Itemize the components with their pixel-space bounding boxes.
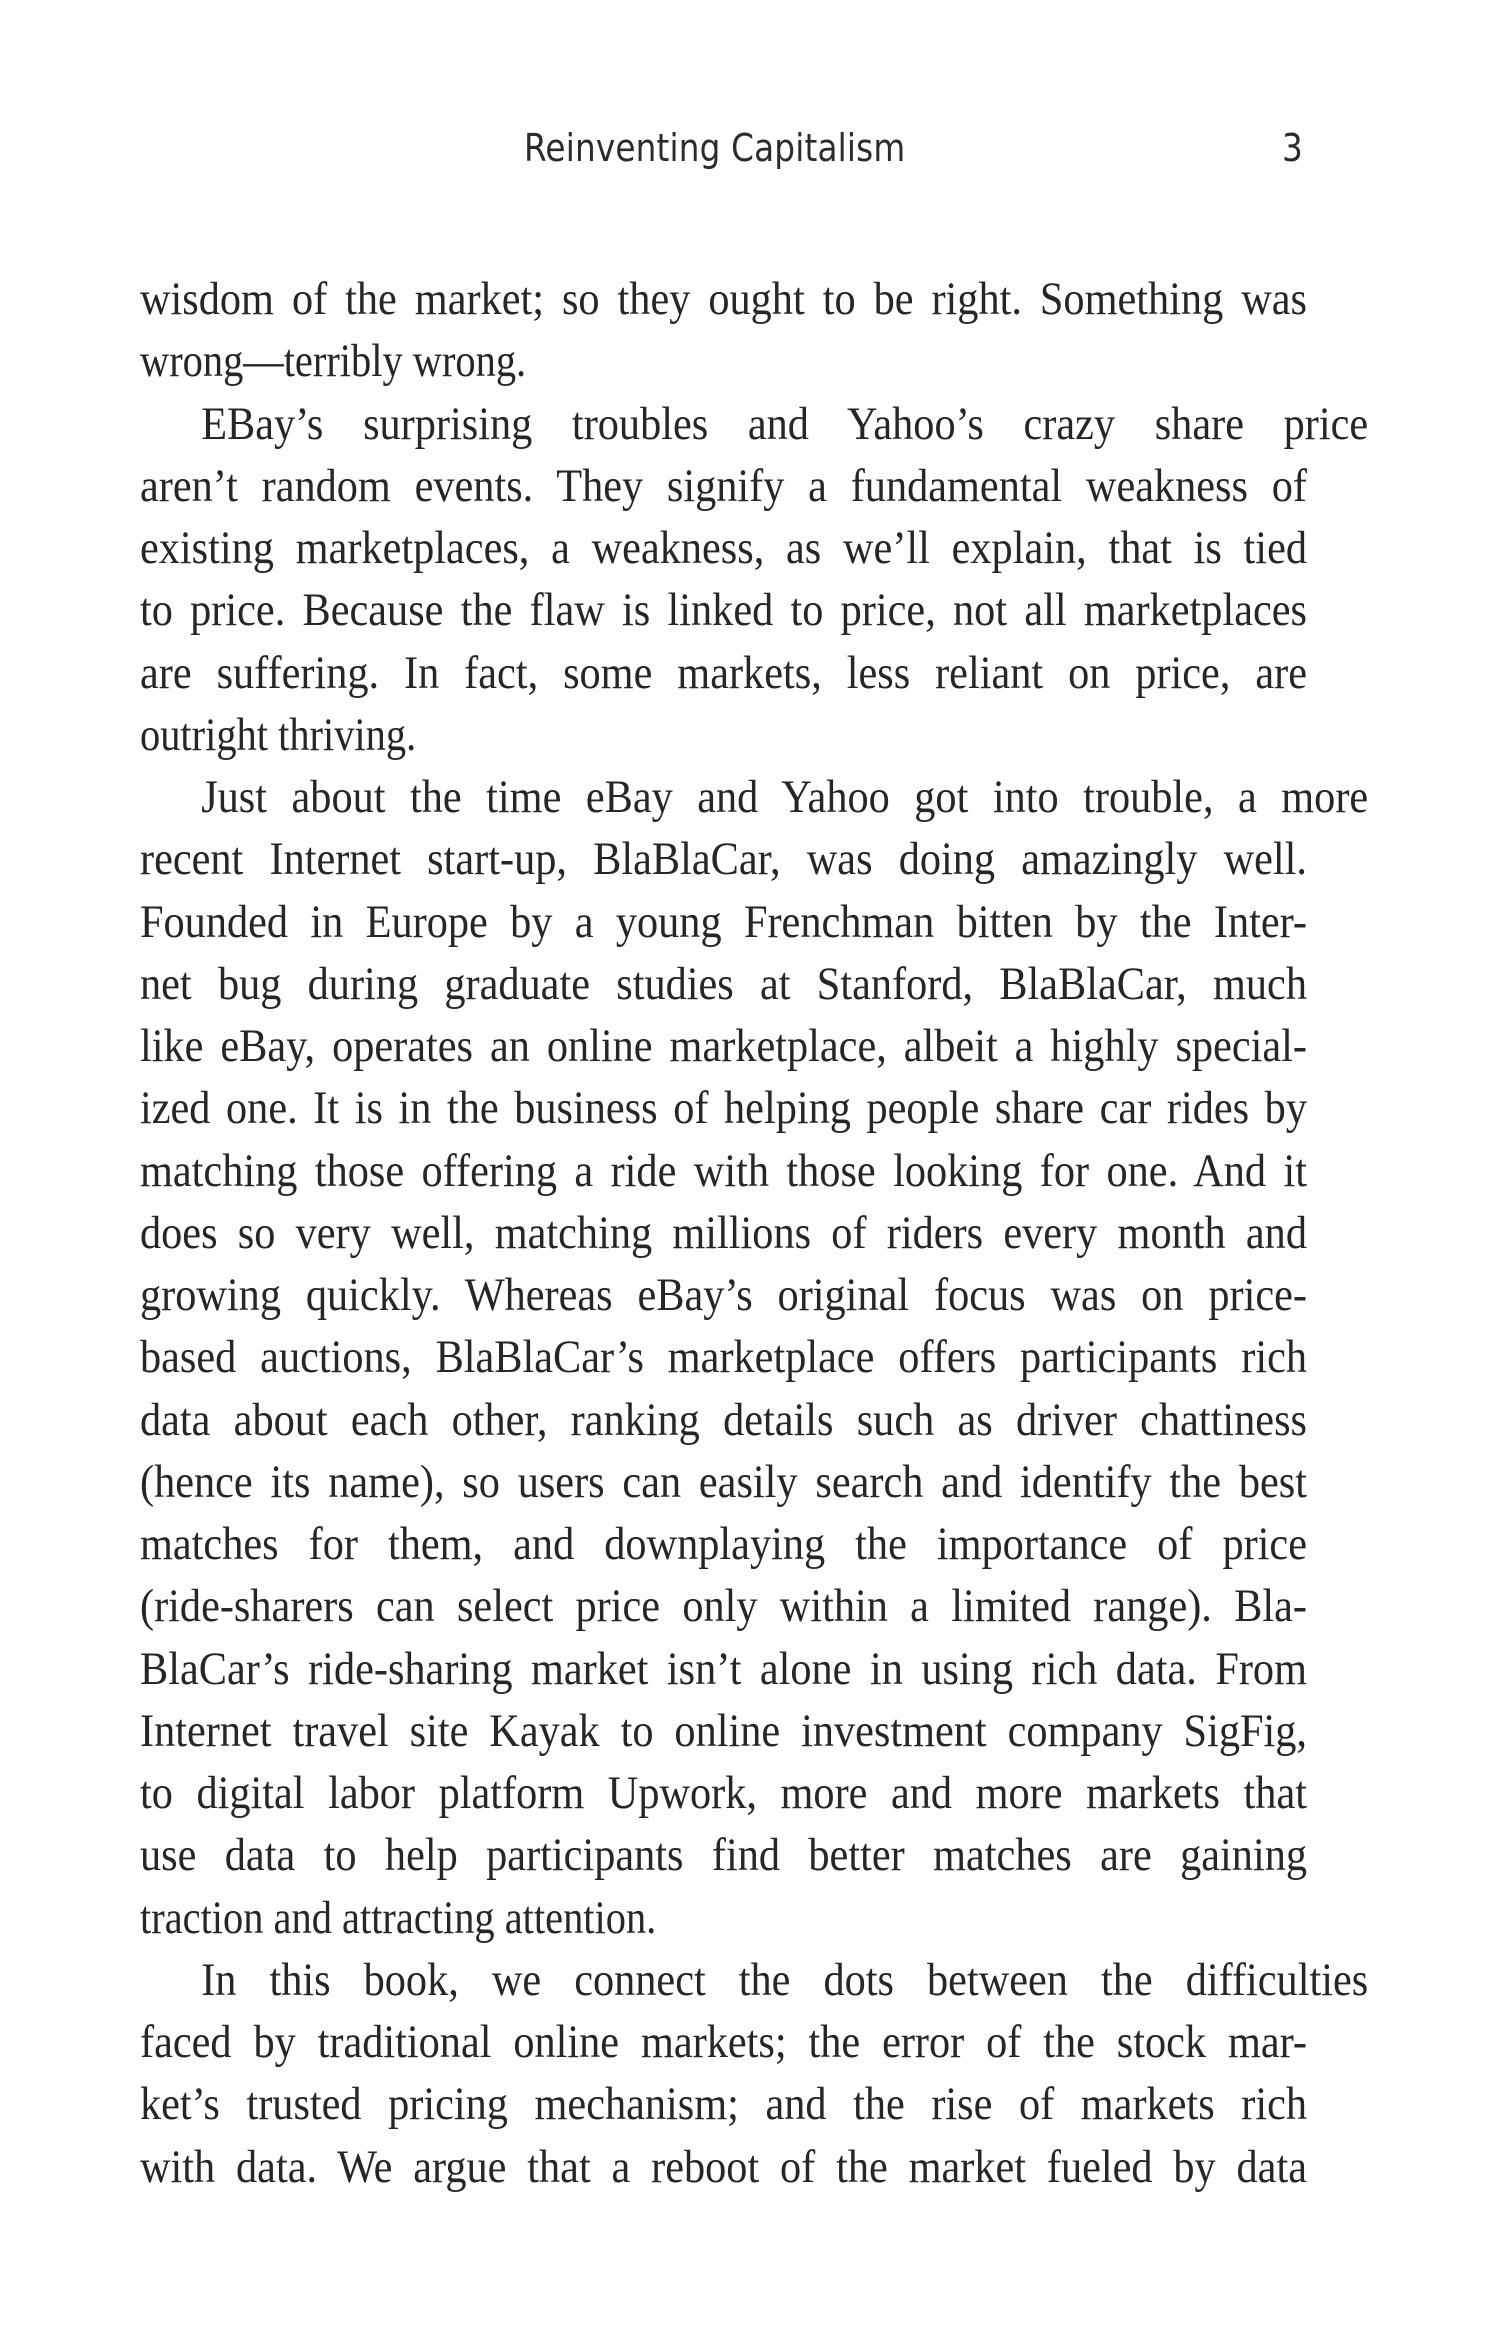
text-line bbox=[140, 393, 1369, 455]
text-line-content: growing quickly. Whereas eBay’s original focus was on price- bbox=[140, 1269, 1307, 1321]
text-line bbox=[140, 455, 1307, 517]
text-line bbox=[140, 330, 1307, 392]
text-line-content: outright thriving. bbox=[140, 708, 417, 761]
text-line bbox=[140, 268, 1307, 330]
text-line-content: EBay’s surprising troubles and Yahoo’s crazy share price bbox=[201, 397, 1369, 450]
text-line bbox=[140, 1326, 1307, 1388]
text-line-content: recent Internet start-up, BlaBlaCar, was doing amazingly well. bbox=[140, 833, 1307, 886]
text-line-content: wisdom of the market; so they ought to be right. Something was bbox=[140, 273, 1307, 325]
text-line-content: ket’s trusted pricing mechanism; and the rise of markets rich bbox=[140, 2078, 1307, 2131]
text-line bbox=[140, 1887, 1307, 1949]
text-line bbox=[140, 1513, 1307, 1575]
text-line-content: Just about the time eBay and Yahoo got into trouble, a more bbox=[201, 771, 1369, 823]
text-line-content: net bug during graduate studies at Stanford, BlaBlaCar, much bbox=[140, 957, 1307, 1010]
text-line bbox=[140, 1015, 1307, 1077]
text-line bbox=[140, 1077, 1307, 1139]
text-line-content: to digital labor platform Upwork, more and more markets that bbox=[140, 1767, 1307, 1819]
text-line-content: wrong—terribly wrong. bbox=[140, 335, 527, 388]
text-line-content: does so very well, matching millions of riders every month and bbox=[140, 1206, 1307, 1259]
text-line bbox=[140, 1451, 1307, 1513]
text-line-content: traction and attracting attention. bbox=[140, 1891, 657, 1944]
text-line-content: faced by traditional online markets; the error of the stock mar- bbox=[140, 2016, 1307, 2068]
text-line-content: Founded in Europe by a young Frenchman bitten by the Inter- bbox=[140, 895, 1307, 948]
text-line bbox=[140, 1202, 1307, 1264]
text-line bbox=[140, 579, 1307, 641]
page-number: 3 bbox=[1282, 126, 1303, 170]
text-line-content: data about each other, ranking details such as driver chattiness bbox=[140, 1393, 1307, 1446]
text-line bbox=[140, 1140, 1307, 1202]
text-line-content: existing marketplaces, a weakness, as we’ll explain, that is tied bbox=[140, 522, 1307, 574]
text-line bbox=[140, 704, 1307, 766]
text-line bbox=[140, 642, 1307, 704]
text-line-content: aren’t random events. They signify a fundamental weakness of bbox=[140, 459, 1307, 512]
text-line bbox=[140, 891, 1307, 953]
text-line bbox=[140, 1762, 1307, 1824]
text-line-content: Internet travel site Kayak to online investment company SigFig, bbox=[140, 1704, 1307, 1757]
text-line-content: to price. Because the flaw is linked to price, not all marketplaces bbox=[140, 584, 1307, 637]
text-line-content: BlaCar’s ride-sharing market isn’t alone in using rich data. From bbox=[140, 1642, 1307, 1695]
text-line-content: matching those offering a ride with those looking for one. And it bbox=[140, 1144, 1307, 1197]
text-line-content: use data to help participants find better matches are gaining bbox=[140, 1829, 1307, 1882]
text-line bbox=[140, 1575, 1307, 1637]
text-line bbox=[140, 828, 1307, 890]
text-line-content: with data. We argue that a reboot of the market fueled by data bbox=[140, 2140, 1307, 2193]
running-head-title: Reinventing Capitalism bbox=[524, 126, 906, 170]
text-line-content: are suffering. In fact, some markets, less reliant on price, are bbox=[140, 646, 1307, 699]
text-line bbox=[140, 2073, 1307, 2135]
text-line-content: matches for them, and downplaying the importance of price bbox=[140, 1518, 1307, 1570]
text-line bbox=[140, 1700, 1307, 1762]
text-line bbox=[140, 953, 1307, 1015]
text-line bbox=[140, 1949, 1369, 2011]
text-line bbox=[140, 2011, 1307, 2073]
text-line bbox=[140, 2136, 1307, 2198]
text-line bbox=[140, 766, 1369, 828]
text-line bbox=[140, 1824, 1307, 1886]
text-line-content: based auctions, BlaBlaCar’s marketplace offers participants rich bbox=[140, 1331, 1307, 1384]
text-line-content: like eBay, operates an online marketplace, albeit a highly special- bbox=[140, 1020, 1307, 1072]
text-line-content: (hence its name), so users can easily search and identify the best bbox=[140, 1455, 1307, 1508]
text-line bbox=[140, 1264, 1307, 1326]
text-line bbox=[140, 1638, 1307, 1700]
text-line-content: (ride-sharers can select price only within a limited range). Bla- bbox=[140, 1580, 1307, 1633]
text-line bbox=[140, 1389, 1307, 1451]
text-line bbox=[140, 517, 1307, 579]
text-line-content: In this book, we connect the dots between the difficulties bbox=[201, 1953, 1369, 2006]
text-line-content: ized one. It is in the business of helping people share car rides by bbox=[140, 1082, 1307, 1135]
